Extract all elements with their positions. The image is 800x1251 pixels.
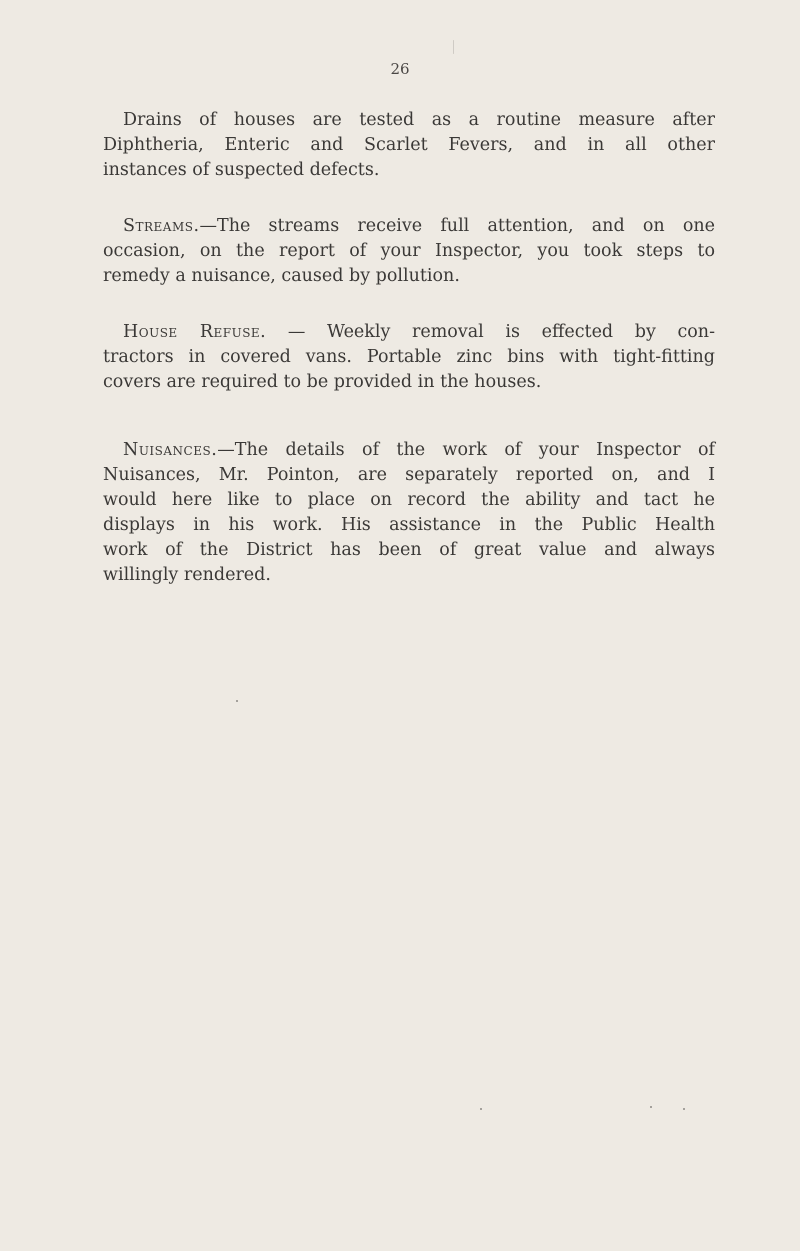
paragraph-streams (103, 214, 715, 289)
section-heading-nuisances: Nuisances. (123, 440, 218, 460)
section-heading-streams: Streams. (123, 216, 200, 236)
scan-speck (480, 1108, 482, 1110)
text-run: — Weekly removal is effected by con- (266, 322, 715, 342)
scan-speck (236, 700, 238, 702)
text-line: Nuisances, Mr. Pointon, are separately reported on, and I (103, 465, 715, 485)
scan-speck (683, 1108, 685, 1110)
section-heading-house-refuse: House Refuse. (123, 322, 267, 342)
text-line (103, 438, 715, 463)
text-line: instances of suspected defects. (103, 160, 380, 180)
text-line: covers are required to be provided in the houses. (103, 372, 542, 392)
text-line (103, 320, 715, 345)
text-line: willingly rendered. (103, 565, 271, 585)
page-number: 26 (390, 60, 410, 78)
text-line: tractors in covered vans. Portable zinc bins with tight-fitting (103, 347, 715, 367)
scan-mark (453, 40, 454, 54)
text-run: —The streams receive full attention, and on one (199, 216, 715, 236)
text-run: —The details of the work of your Inspector of (217, 440, 715, 460)
text-line: would here like to place on record the ability and tact he (103, 490, 715, 510)
text-line: displays in his work. His assistance in the Public Health (103, 515, 715, 535)
paragraph-drains (103, 108, 715, 183)
text-line: occasion, on the report of your Inspector, you took steps to (103, 241, 715, 261)
text-line: remedy a nuisance, caused by pollution. (103, 266, 460, 286)
text-line: Drains of houses are tested as a routine measure after (123, 110, 715, 130)
text-line (103, 214, 715, 239)
scan-speck (650, 1106, 652, 1108)
text-line: work of the District has been of great value and always (103, 540, 715, 560)
paragraph-nuisances (103, 438, 715, 588)
text-line: Diphtheria, Enteric and Scarlet Fevers, and in all other (103, 135, 715, 155)
paragraph-house-refuse (103, 320, 715, 395)
